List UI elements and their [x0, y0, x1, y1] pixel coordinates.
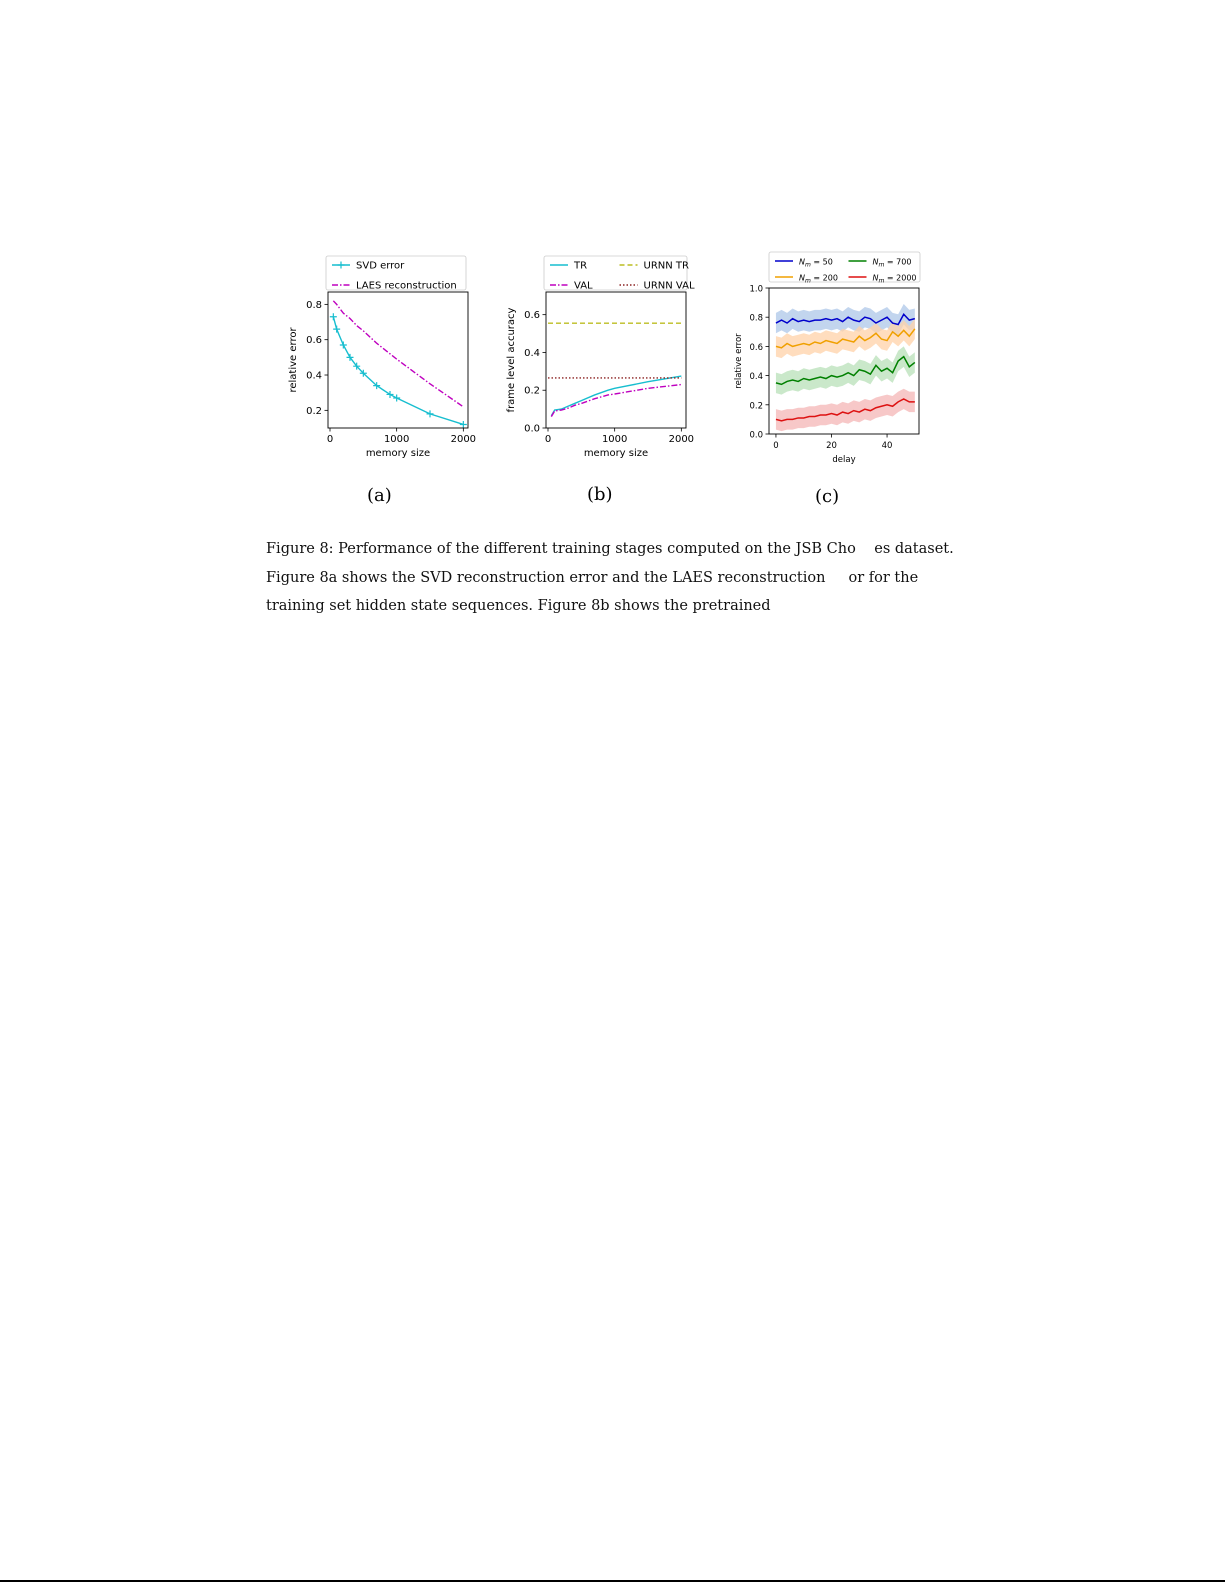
legend-label-c-1: $N_m = 200$ [799, 273, 838, 285]
band-c-3 [776, 389, 915, 431]
ytick-label-c-2: 0.4 [749, 372, 763, 383]
x-axis-label-c: delay [832, 455, 856, 465]
xtick-label-c-0: 0 [773, 441, 779, 451]
xtick-label-c-2: 40 [881, 441, 893, 451]
caption-line-1: Figure 8: Performance of the different training stages computed on the JSB Cho es dataset. [266, 541, 954, 557]
legend-label-b-1: VAL [574, 280, 593, 292]
x-axis-label-b: memory size [583, 448, 649, 459]
legend-label-a-1: LAES reconstruction [356, 280, 457, 292]
page-bottom-rule [0, 1580, 1225, 1582]
ytick-label-a-2: 0.6 [306, 335, 322, 347]
xtick-label-b-1: 1000 [601, 434, 628, 445]
chart-b [495, 250, 720, 470]
ytick-label-b-3: 0.6 [524, 310, 540, 322]
y-axis-label-a: relative error [288, 327, 299, 393]
xtick-label-a-0: 0 [326, 434, 334, 445]
ytick-label-c-4: 0.8 [749, 313, 763, 324]
ytick-label-c-0: 0.0 [749, 430, 763, 441]
caption-label-a: (a) [367, 485, 392, 506]
series-line-a-0 [333, 317, 463, 425]
legend-label-c-2: $N_m = 700$ [872, 257, 912, 269]
ytick-label-a-0: 0.2 [306, 405, 322, 417]
legend-label-a-0: SVD error [356, 260, 405, 272]
point-a-0-1 [333, 326, 340, 333]
point-a-0-2 [340, 341, 347, 348]
figure-caption [266, 535, 956, 621]
point-a-0-8 [393, 394, 400, 401]
ytick-label-c-5: 1.0 [749, 284, 763, 295]
caption-label-b: (b) [587, 484, 613, 505]
series-line-b-0 [551, 376, 681, 416]
xtick-label-b-0: 0 [544, 434, 552, 445]
y-axis-label-b: frame level accuracy [506, 307, 517, 413]
x-axis-label-a: memory size [365, 448, 431, 459]
ytick-label-c-3: 0.6 [749, 342, 763, 353]
series-line-b-1 [551, 385, 681, 417]
ytick-label-a-1: 0.4 [306, 370, 322, 382]
legend-label-c-0: $N_m = 50$ [799, 257, 833, 269]
point-a-0-10 [460, 421, 467, 428]
plot-frame-b [546, 292, 686, 428]
chart-a [270, 250, 490, 470]
ytick-label-b-2: 0.4 [524, 347, 540, 359]
legend-label-c-3: $N_m = 2000$ [872, 273, 917, 285]
legend-label-b-3: URNN VAL [643, 280, 695, 292]
point-a-0-9 [427, 410, 434, 417]
ytick-label-b-1: 0.2 [524, 385, 540, 397]
series-line-a-1 [333, 301, 463, 407]
ytick-label-b-0: 0.0 [524, 423, 540, 435]
caption-label-c: (c) [815, 486, 840, 507]
point-a-0-0 [330, 313, 337, 320]
caption-line-3: training set hidden state sequences. Figure 8b shows the pretrained [266, 598, 771, 614]
y-axis-label-c: relative error [734, 333, 744, 389]
caption-line-2: Figure 8a shows the SVD reconstruction error and the LAES reconstruction or for the [266, 569, 919, 586]
ytick-label-a-3: 0.8 [306, 299, 322, 311]
xtick-label-a-2: 2000 [450, 434, 477, 445]
xtick-label-b-2: 2000 [668, 434, 695, 445]
ytick-label-c-1: 0.2 [749, 401, 763, 412]
legend-label-b-0: TR [574, 260, 588, 272]
xtick-label-a-1: 1000 [383, 434, 410, 445]
legend-label-b-2: URNN TR [643, 260, 689, 272]
plot-frame-a [328, 292, 468, 428]
chart-c [725, 248, 950, 470]
xtick-label-c-1: 20 [826, 441, 837, 451]
